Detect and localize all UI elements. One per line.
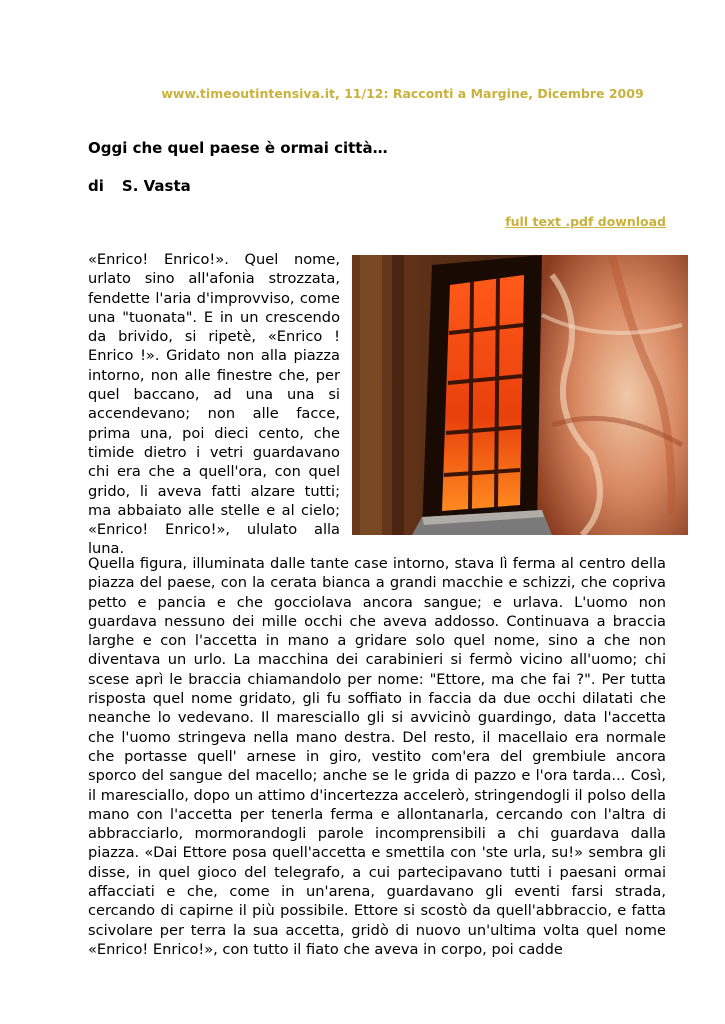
window-photo — [352, 255, 688, 535]
intro-paragraph: «Enrico! Enrico!». Quel nome, urlato sino all'afonia strozzata, fendette l'aria d'improvviso, come una "tuonata". E in un crescendo da brivido, si ripetè, «Enrico ! Enrico !». Gridato non alla piazza intorno, non alle finestre che, per quel baccano, ad una una si accendevano; non alle facce, prima una, poi dieci cento, che timide dietro i vetri guardavano chi era che a quell'ora, con quel grido, li aveva fatti alzare tutti; ma abbaiato alle stelle e al cielo; «Enrico! Enrico!», ululato alla luna. — [88, 251, 340, 558]
author-prefix: di — [88, 177, 104, 195]
author-line — [88, 177, 191, 195]
main-paragraph: Quella figura, illuminata dalle tante case intorno, stava lì ferma al centro della piazza del paese, con la cerata bianca a grandi macchie e schizzi, che copriva petto e pancia e che gocciolava ancora sangue; e urlava. L'uomo non guardava nessuno dei mille occhi che aveva addosso. Continuava a braccia larghe e con l'accetta in mano a gridare solo quel nome, sino a che non diventava un urlo. La macchina dei carabinieri si fermò vicino all'uomo; chi scese aprì le braccia chiamandolo per nome: "Ettore, ma che fai ?". Per tutta risposta quel nome gridato, gli fu soffiato in faccia da due occhi dilatati che neanche lo vedevano. Il maresciallo gli si avvicinò guardingo, data l'accetta che l'uomo stringeva nella mano destra. Del resto, il macellaio era normale che portasse quell' arnese in giro, vestito com'era del grembiule ancora sporco del sangue del macello; anche se le grida di pazzo e l'ora tarda... Così, il maresciallo, dopo un attimo d'incertezza accelerò, stringendogli il polso della mano con l'accetta per tenerla ferma e allontanarla, cercando con l'altra di abbracciarlo, mormorandogli parole incomprensibili a chi guardava dalla piazza. «Dai Ettore posa quell'accetta e smettila con 'ste urla, su!» sembra gli disse, in quel gioco del telegrafo, a cui partecipavano tutti i paesani ormai affacciati e che, come in un'arena, guardavano gli eventi farsi strada, cercando di capirne il più possibile. Ettore si scostò da quell'abbraccio, e fatta scivolare per terra la sua accetta, gridò di nuovo un'ultima volta quel nome «Enrico! Enrico!», con tutto il fiato che aveva in corpo, poi cadde — [88, 555, 666, 958]
site-header: www.timeoutintensiva.it, 11/12: Racconti a Margine, Dicembre 2009 — [161, 86, 644, 101]
pdf-download-link[interactable]: full text .pdf download — [505, 214, 666, 229]
author-name: S. Vasta — [121, 177, 191, 195]
article-title: Oggi che quel paese è ormai città… — [88, 139, 388, 157]
